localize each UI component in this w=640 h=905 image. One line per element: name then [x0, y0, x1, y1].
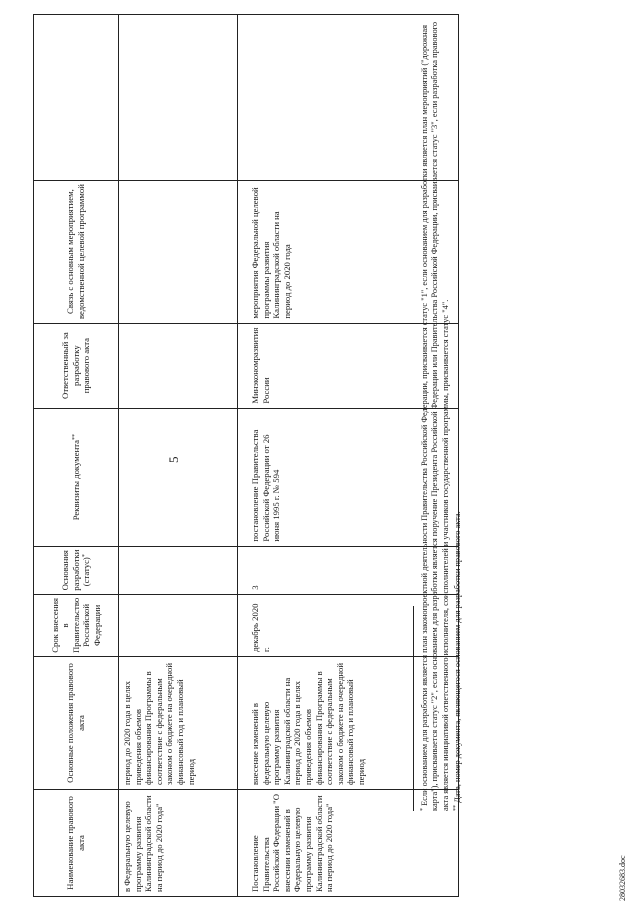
cell-deadline: декабрь 2020 г.	[238, 594, 459, 656]
cell-responsible: Минэкономразвития России	[238, 323, 459, 408]
table-header-row	[34, 14, 119, 896]
cell-provisions: внесение изменений в федеральную целевую программу развития Калининградской области на период до 2020 года в целях приведения объемов финансирования Программы в соответствие с федеральным законом о бюджете на очередной финансовый год и плановый период	[238, 657, 459, 790]
legal-acts-table	[33, 14, 459, 897]
cell-link	[119, 180, 238, 323]
header-requisites-mark: **	[71, 433, 78, 440]
header-name: Наименование правового акта	[34, 790, 119, 897]
footnote-star-mark: *	[420, 808, 426, 811]
page-number: 5	[166, 456, 181, 463]
cell-responsible	[119, 323, 238, 408]
cell-name: в Федеральную целевую программу развития Калининградской области на период до 2020 года"	[119, 790, 238, 897]
cell-empty	[119, 14, 238, 180]
header-empty	[34, 14, 119, 180]
header-basis: Основания разработки (статус)*	[34, 546, 119, 594]
header-responsible: Ответственный за разработку правового акта	[34, 323, 119, 408]
header-link: Связь с основным мероприятием, ведомственной целевой программой	[34, 180, 119, 323]
cell-deadline	[119, 594, 238, 656]
cell-provisions: период до 2020 года в целях приведения объемов финансирования Программы в соответствие с федеральным законом о бюджете на очередной финансовый год и плановый период	[119, 657, 238, 790]
footnote-separator	[413, 606, 414, 811]
footnote-double-star-mark: **	[453, 805, 460, 811]
cell-basis	[119, 546, 238, 594]
footnote-status	[418, 13, 451, 811]
cell-requisites	[119, 408, 238, 546]
cell-requisites: постановление Правительства Российской Федерации от 26 июня 1995 г. № 594	[238, 408, 459, 546]
footnote-double-star-text: Дата, номер документа, являющегося основанием для разработки правового акта.	[453, 511, 463, 803]
cell-basis: 3	[238, 546, 459, 594]
header-requisites: Реквизиты документа**	[34, 408, 119, 546]
header-deadline: Срок внесения в Правительство Российской Федерации	[34, 594, 119, 656]
footnote-requisites	[451, 13, 463, 811]
header-basis-mark: *	[82, 554, 89, 558]
cell-name: Постановление Правительства Российской Федерации "О внесении изменений в Федеральную целевую программу развития Калининградской области на период до 2020 года"	[238, 790, 459, 897]
document-code: 28032683.doc	[618, 855, 627, 901]
table-row-continuation	[119, 14, 238, 896]
footnotes	[418, 13, 464, 811]
footnote-star-text: Если основанием для разработки является план законопроектной деятельности Правительства Российской Федерации, присваивается статус "1", если основанием для разработки является план мероприятий ("дорожная карта"), присваивается статус "2", если основанием для разработки является поручение Президента Российской Федерации или Правительства Российской Федерации, присваивается статус "3", если разработка правового акта является инициативой ответственного исполнителя, соисполнителей и участников государственной программы, присваивается статус "4".	[420, 21, 450, 811]
cell-link: мероприятия Федеральной целевой программы развития Калининградской области на период до 2020 года	[238, 180, 459, 323]
header-provisions: Основные положения правового акта	[34, 657, 119, 790]
